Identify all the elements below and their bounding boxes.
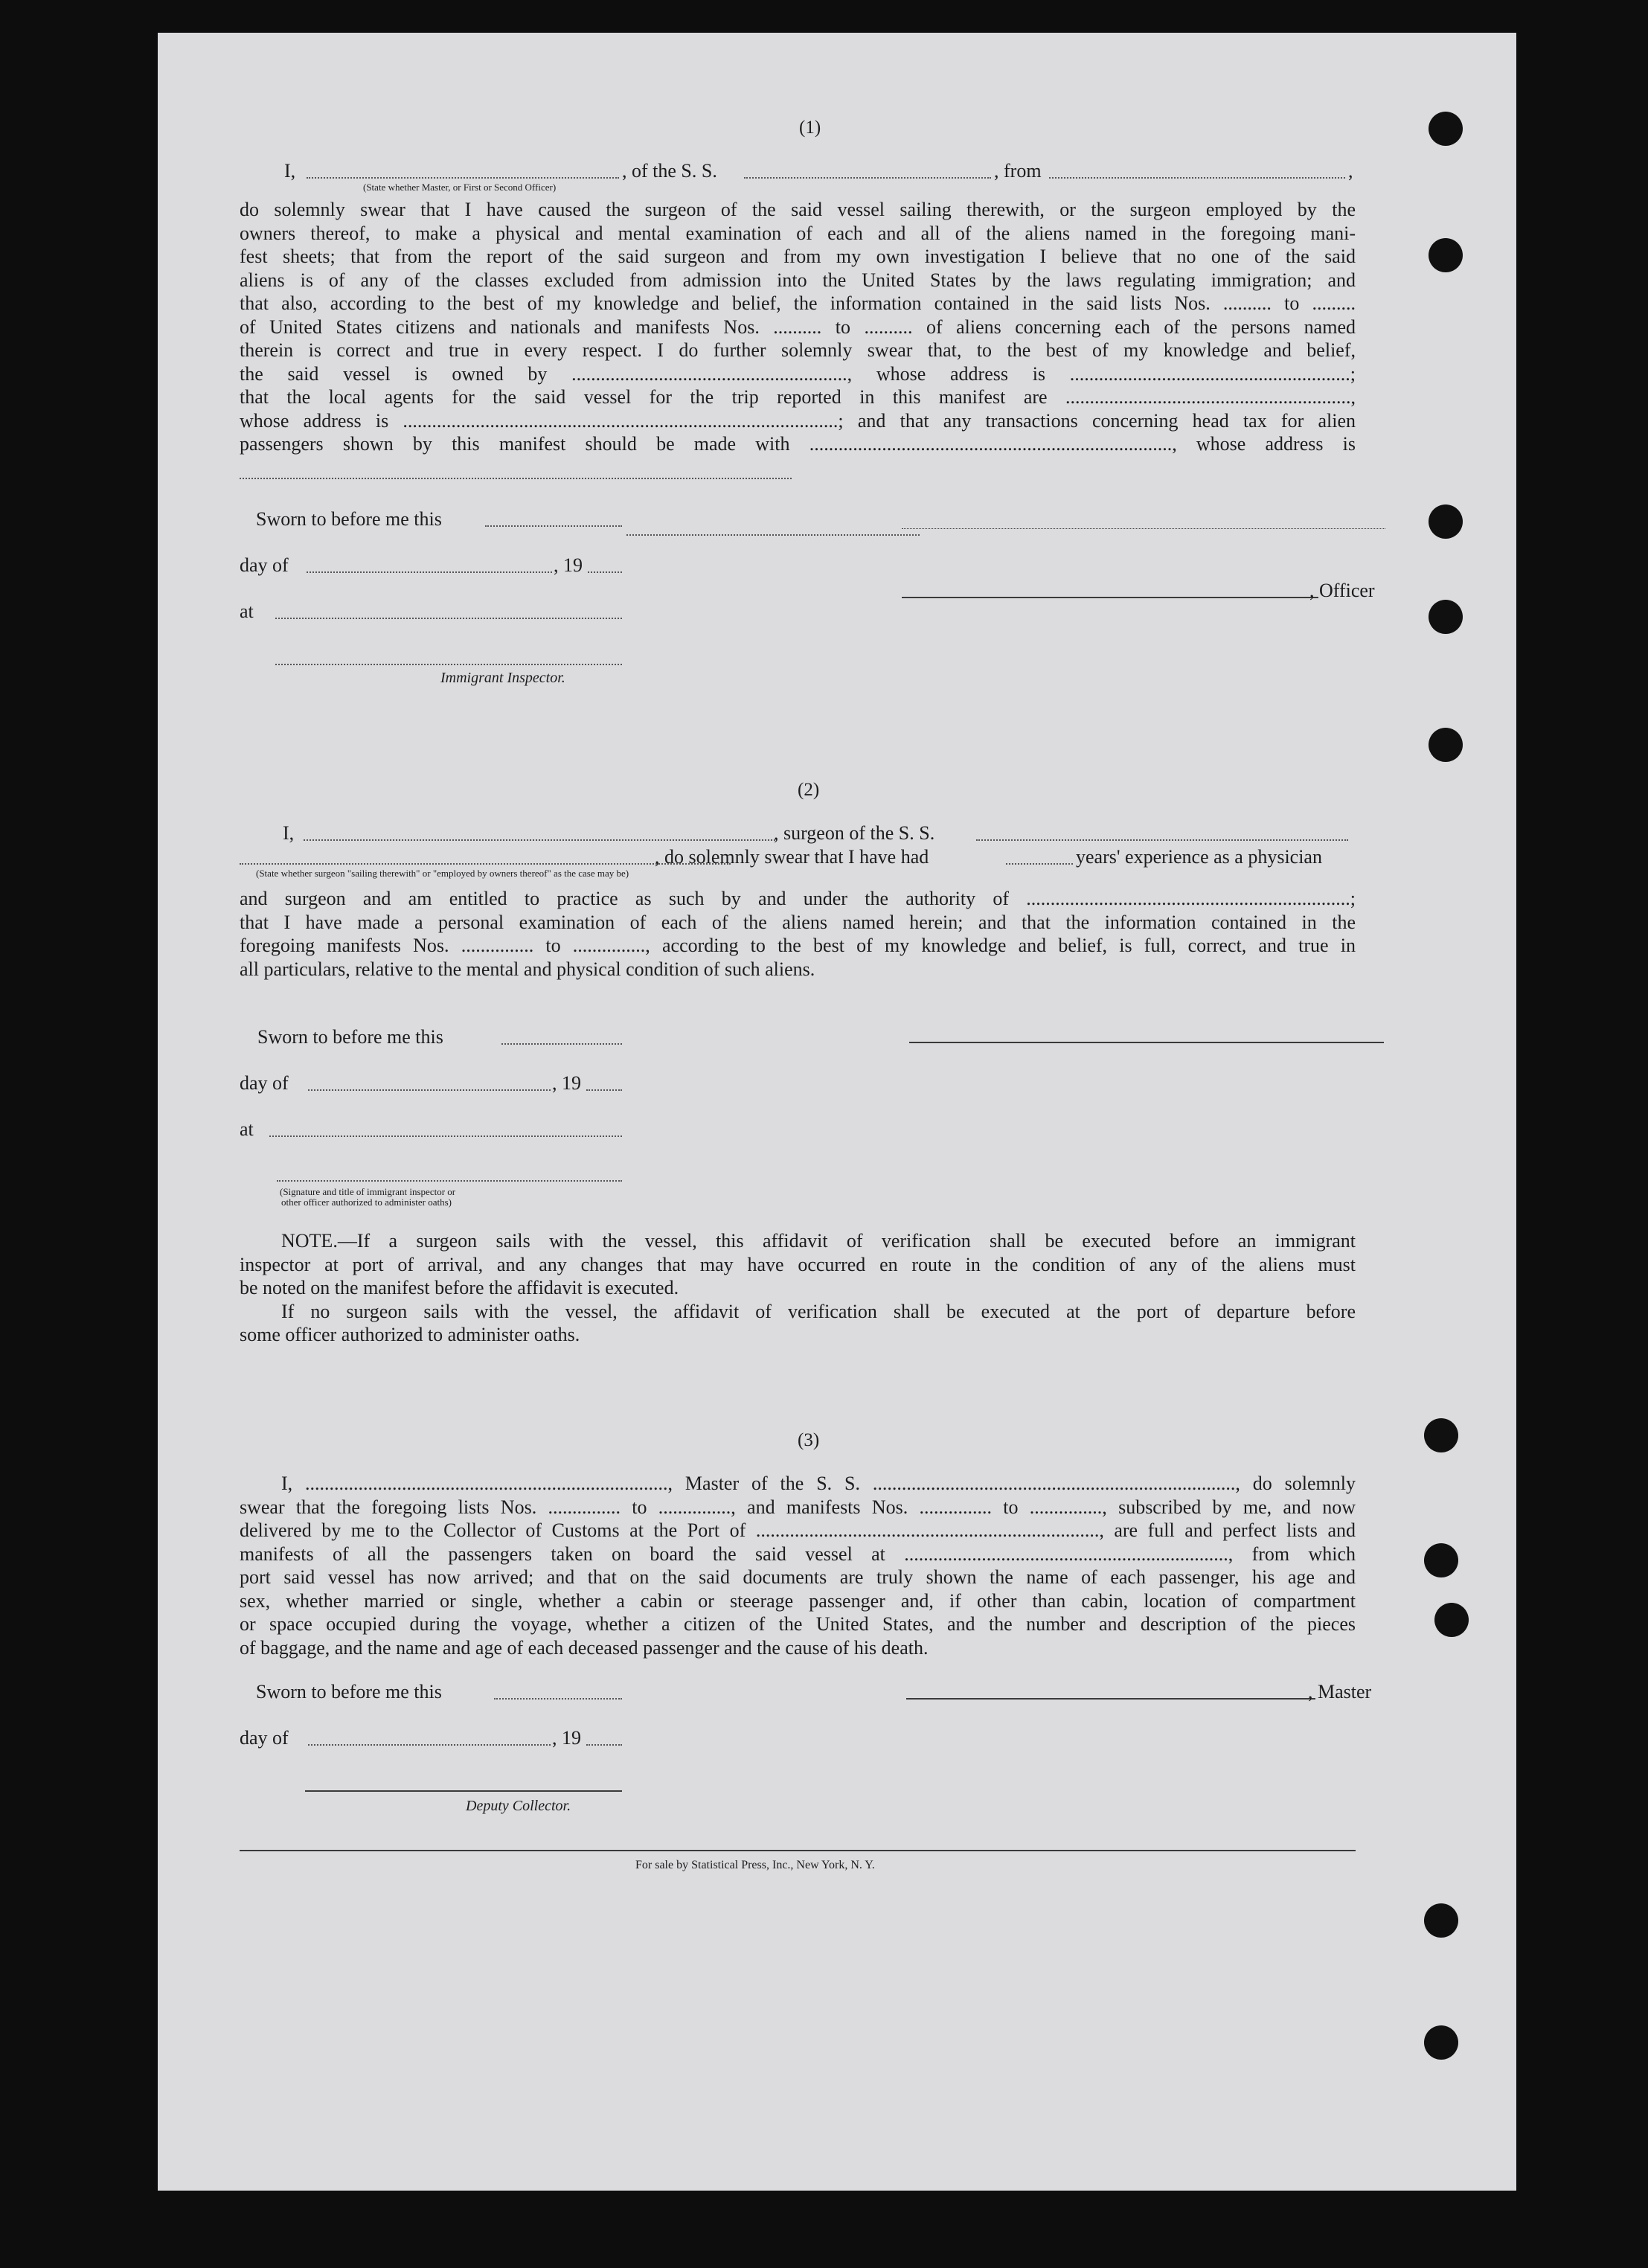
binder-hole xyxy=(1424,1543,1458,1577)
s2-body-line: all particulars, relative to the mental and physical condition of such aliens. xyxy=(240,958,815,980)
s3-body-line: delivered by me to the Collector of Customs at the Port of ......................................................................., are full and perfect lists and xyxy=(240,1519,1356,1541)
s1-signature-line[interactable] xyxy=(902,528,1385,529)
s1-officer-note: (State whether Master, or First or Second Officer) xyxy=(363,182,557,193)
s1-officer-signature-line[interactable] xyxy=(902,597,1318,598)
s1-at-label: at xyxy=(240,600,254,622)
s2-years-field[interactable] xyxy=(1006,863,1073,865)
s2-vessel-name-field[interactable] xyxy=(976,839,1348,841)
s2-body-line: and surgeon and am entitled to practice as such by and under the authority of ...................................................................; xyxy=(240,888,1356,909)
s2-years-label: years' experience as a physician xyxy=(1076,846,1322,868)
s1-body-line: fest sheets; that from the report of the said surgeon and from my own investigation I believe that no one of the said xyxy=(240,246,1356,267)
s1-sworn-date-field[interactable] xyxy=(485,525,622,527)
binder-hole xyxy=(1429,600,1463,634)
binder-hole xyxy=(1434,1603,1469,1637)
s2-surgeon-of-label: , surgeon of the S. S. xyxy=(774,822,935,844)
binder-hole xyxy=(1424,1903,1458,1938)
form-sheet xyxy=(158,33,1516,2191)
s3-year-field[interactable] xyxy=(586,1744,622,1746)
binder-hole xyxy=(1424,1418,1458,1452)
s3-day-field[interactable] xyxy=(308,1744,551,1746)
s2-year-label: , 19 xyxy=(552,1072,581,1094)
s2-sig-note-2: other officer authorized to administer oaths) xyxy=(281,1197,452,1208)
s3-sworn-date-field[interactable] xyxy=(494,1698,622,1700)
s1-oath-body xyxy=(240,198,1356,456)
section-2-number: (2) xyxy=(798,780,820,800)
s2-surgeon-signature-line[interactable] xyxy=(909,1042,1384,1043)
s1-body-line: that the local agents for the said vessel for the trip reported in this manifest are ..........................................................., xyxy=(240,386,1356,408)
s3-body-line: or space occupied during the voyage, whether a citizen of the United States, and the number and description of the pieces xyxy=(240,1613,1356,1635)
binder-hole xyxy=(1429,728,1463,762)
s1-dotted-separator xyxy=(626,534,920,536)
s3-body-line: swear that the foregoing lists Nos. ............... to ..............., and manifests Nos. ............... to ..............., subscribed by me, and now xyxy=(240,1496,1356,1518)
s3-body-line: I, ..........................................................................., Master of the S. S. ..........................................................................., do solemnly xyxy=(281,1473,1356,1494)
s1-body-line: aliens is of any of the classes excluded from admission into the United States by the laws regulating immigration; and xyxy=(240,269,1356,291)
s3-sworn-label: Sworn to before me this xyxy=(256,1681,442,1702)
s2-note-line: inspector at port of arrival, and any changes that may have occurred en route in the condition of any of the aliens must xyxy=(240,1253,1356,1275)
s3-master-signature-line[interactable] xyxy=(906,1698,1315,1700)
s3-body-line: sex, whether married or single, whether a cabin or steerage passenger and, if other than cabin, location of compartment xyxy=(240,1589,1356,1612)
s2-at-place-field[interactable] xyxy=(269,1135,622,1137)
s2-day-field[interactable] xyxy=(308,1089,551,1091)
s2-note-line: If no surgeon sails with the vessel, the affidavit of verification shall be executed at the port of departure before xyxy=(281,1300,1356,1322)
s1-agent-address-field[interactable] xyxy=(240,478,792,479)
s1-vessel-name-field[interactable] xyxy=(744,177,991,179)
s3-oath-body xyxy=(240,1472,1356,1659)
s2-at-label: at xyxy=(240,1118,254,1140)
s2-note-line: be noted on the manifest before the affidavit is executed. xyxy=(240,1277,679,1298)
section-3-number: (3) xyxy=(798,1430,820,1450)
s3-year-label: , 19 xyxy=(552,1727,581,1749)
s1-inspector-label: Immigrant Inspector. xyxy=(440,670,565,686)
s1-body-line: of United States citizens and nationals and manifests Nos. .......... to .......... of aliens concerning each of the persons named xyxy=(240,315,1356,338)
s2-i-label: I, xyxy=(283,822,295,844)
s2-body-line: foregoing manifests Nos. ............... to ..............., according to the best of my knowledge and belief, is full, correct, and true in xyxy=(240,935,1356,956)
s3-collector-signature-line[interactable] xyxy=(305,1790,622,1792)
s1-officer-name-field[interactable] xyxy=(307,177,619,179)
s1-line1-end: , xyxy=(1348,160,1353,182)
binder-hole xyxy=(1429,504,1463,539)
s1-from-port-field[interactable] xyxy=(1049,177,1345,179)
s1-sworn-label: Sworn to before me this xyxy=(256,508,442,530)
s2-surgeon-name-field[interactable] xyxy=(304,839,775,841)
s1-day-field[interactable] xyxy=(307,571,552,573)
s2-note-line: NOTE.—If a surgeon sails with the vessel, this affidavit of verification shall be executed before an immigrant xyxy=(281,1230,1356,1252)
s1-officer-label: , Officer xyxy=(1309,580,1375,601)
s1-body-line: whose address is ..........................................................................................; and that any transactions concerning head tax for alien xyxy=(240,409,1356,432)
s3-body-line: of baggage, and the name and age of each deceased passenger and the cause of his death. xyxy=(240,1636,929,1659)
binder-hole xyxy=(1424,2025,1458,2060)
s1-at-place-field[interactable] xyxy=(275,618,622,619)
s1-year-label: , 19 xyxy=(554,554,583,576)
s2-sworn-date-field[interactable] xyxy=(501,1043,622,1045)
s1-from-label: , from xyxy=(994,160,1042,182)
s2-sworn-label: Sworn to before me this xyxy=(257,1026,443,1048)
s3-day-of-label: day of xyxy=(240,1727,289,1749)
s1-inspector-signature-line[interactable] xyxy=(275,664,622,665)
s2-sig-note-1: (Signature and title of immigrant inspector or xyxy=(280,1186,456,1197)
s1-body-line: owners thereof, to make a physical and mental examination of each and all of the aliens named in the foregoing mani- xyxy=(240,222,1356,244)
s2-year-field[interactable] xyxy=(586,1089,622,1091)
s1-body-line: the said vessel is owned by ........................................................., whose address is ..........................................................; xyxy=(240,362,1356,385)
s3-master-label: , Master xyxy=(1308,1681,1372,1702)
s2-body-line: that I have made a personal examination of each of the aliens named herein; and that the information contained in the xyxy=(240,911,1356,933)
binder-hole xyxy=(1429,112,1463,146)
s1-year-field[interactable] xyxy=(588,571,622,573)
s2-swear-label: , do solemnly swear that I have had xyxy=(655,846,929,868)
s2-note xyxy=(240,1229,1356,1347)
s2-note-line: some officer authorized to administer oaths. xyxy=(240,1324,580,1345)
s1-of-ss-label: , of the S. S. xyxy=(622,160,717,182)
s2-surgeon-note: (State whether surgeon "sailing therewith" or "employed by owners thereof" as the case may be) xyxy=(256,868,629,879)
binder-hole xyxy=(1429,238,1463,272)
s2-oath-body xyxy=(240,887,1356,981)
s2-day-of-label: day of xyxy=(240,1072,289,1094)
s1-day-of-label: day of xyxy=(240,554,289,576)
s3-collector-label: Deputy Collector. xyxy=(466,1798,571,1814)
s3-body-line: port said vessel has now arrived; and that on the said documents are truly shown the name of each passenger, his age and xyxy=(240,1566,1356,1588)
footer-printer-note: For sale by Statistical Press, Inc., New York, N. Y. xyxy=(635,1859,875,1871)
s3-body-line: manifests of all the passengers taken on board the said vessel at ..................................................................., from which xyxy=(240,1543,1356,1565)
s1-body-line: do solemnly swear that I have caused the surgeon of the said vessel sailing therewith, or the surgeon employed by the xyxy=(240,199,1356,220)
section-1-number: (1) xyxy=(799,118,821,138)
s1-body-line: passengers shown by this manifest should be made with ..........................................................................., whose address is xyxy=(240,433,1356,455)
s1-body-line: therein is correct and true in every respect. I do further solemnly swear that, to the best of my knowledge and belief, xyxy=(240,339,1356,361)
s1-body-line: that also, according to the best of my knowledge and belief, the information contained in the said lists Nos. .......... to ......... xyxy=(240,292,1356,314)
s2-inspector-signature-line[interactable] xyxy=(277,1180,622,1182)
footer-rule xyxy=(240,1850,1356,1851)
s1-i-label: I, xyxy=(284,160,296,182)
